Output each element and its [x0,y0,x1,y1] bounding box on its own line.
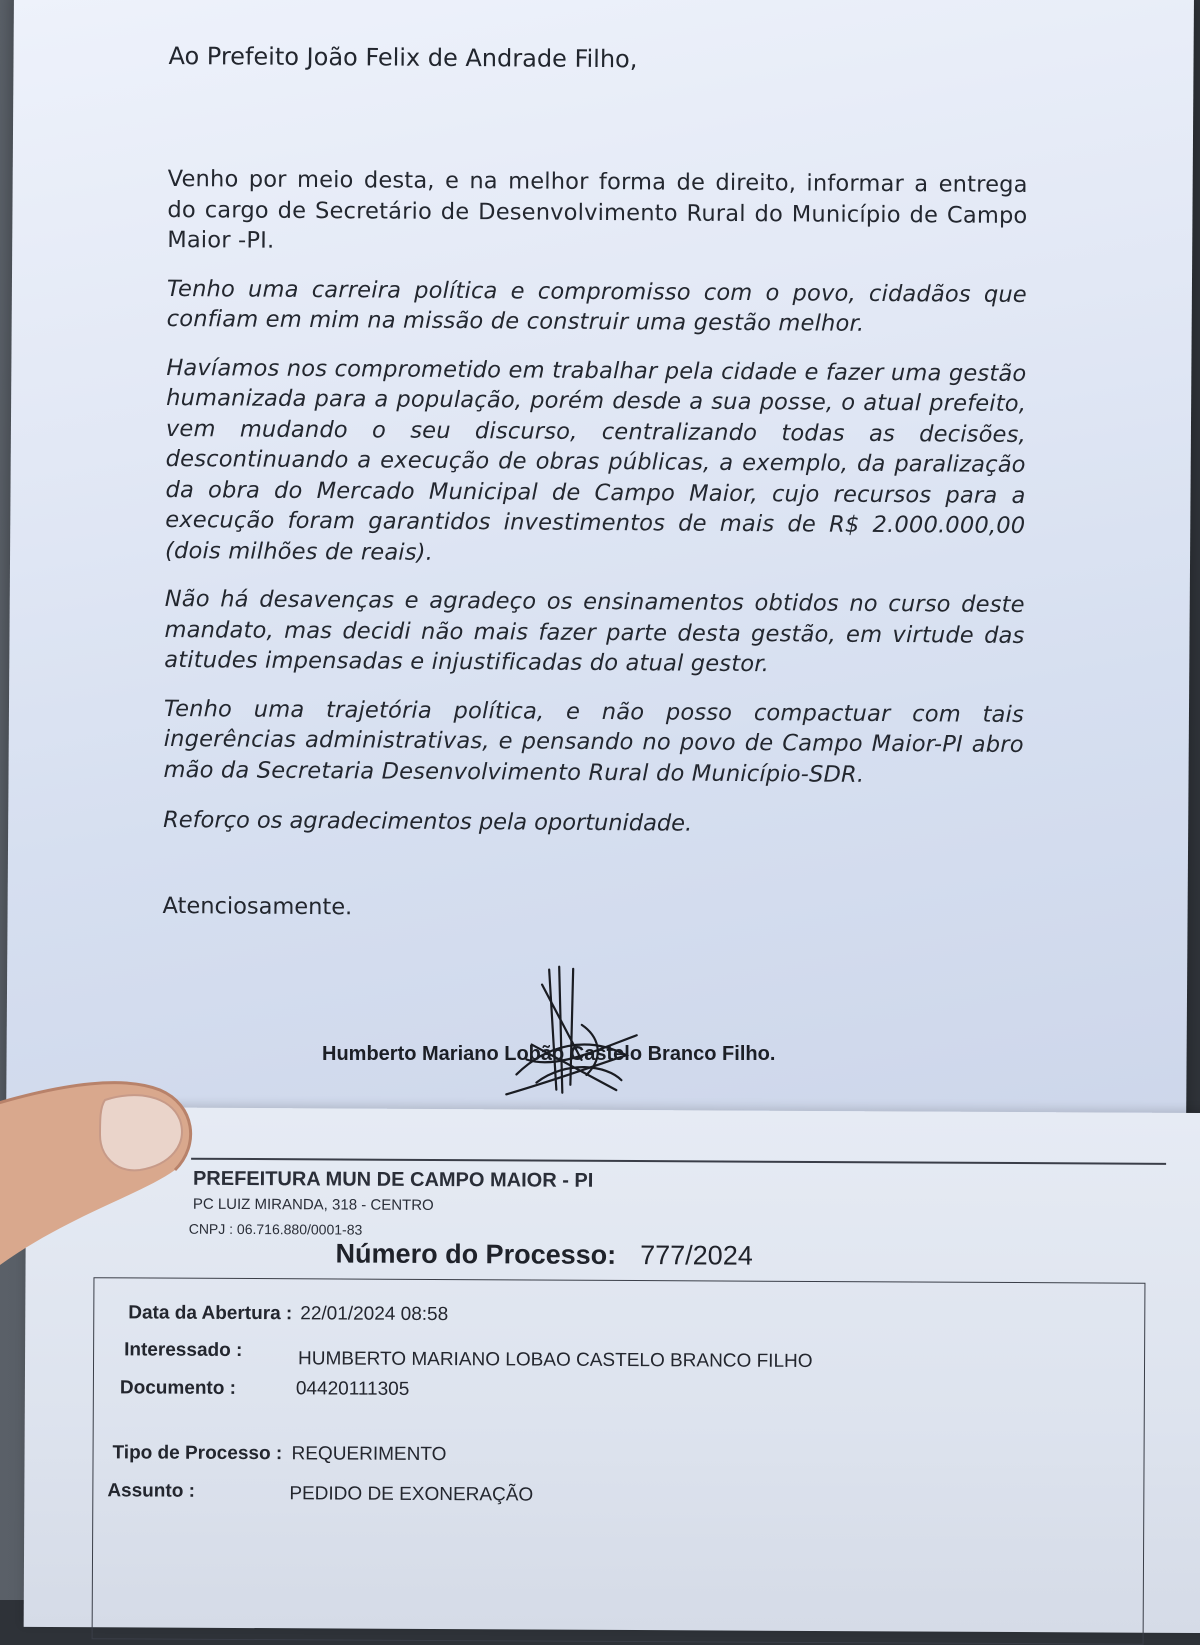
handwritten-signature [486,964,667,1105]
letter-paragraph-3: Havíamos nos comprometido em trabalhar pela cidade e fazer uma gestão humanizada para a população, porém desde a sua posse, o atual prefeito, vem mudando o seu discurso, centralizando todas as decisões, descontinuando a execução de obras públicas, a exemplo, da paralização da obra do Mercado Municipal de Campo Maior, cujo recursos para a execução foram garantidos investimentos de mais de R$ 2.000.000,00 (dois milhões de reais). [165,354,1027,566]
receipt-organization: PREFEITURA MUN DE CAMPO MAIOR - PI [192,1167,594,1192]
opening-date-value: 22/01/2024 08:58 [300,1303,449,1326]
letter-paragraph-5: Tenho uma trajetória política, e não posso compactuar com tais ingerências administrativas, e pensando no povo de Campo Maior-PI abro mão da Secretaria Desenvolvimento Rural do Município-SDR. [163,695,1025,788]
letter-paragraph-2: Tenho uma carreira política e compromisso com o povo, cidadãos que confiam em mim na missão de construir uma gestão melhor. [166,275,1027,337]
letter-body [162,42,1029,985]
letter-closing: Atenciosamente. [162,892,353,921]
letter-thanks: Reforço os agradecimentos pela oportunidade. [163,806,693,837]
process-type-label: Tipo de Processo : [112,1442,283,1465]
header-rule [191,1158,1166,1165]
opening-date-label: Data da Abertura : [128,1302,293,1325]
letter-greeting: Ao Prefeito João Felix de Andrade Filho, [168,41,638,74]
holding-thumb [0,1075,220,1305]
document-label: Documento : [119,1377,237,1399]
process-type-value: REQUERIMENTO [291,1443,447,1466]
process-number-label: Número do Processo: [335,1238,617,1270]
receipt-address: PC LUIZ MIRANDA, 318 - CENTRO [192,1195,434,1214]
document-value: 04420111305 [295,1378,410,1400]
signatory-name: Humberto Mariano Lobão Castelo Branco Filho. [322,1043,776,1065]
subject-value: PEDIDO DE EXONERAÇÃO [289,1483,534,1506]
letter-paragraph-4: Não há desavenças e agradeço os ensinamentos obtidos no curso deste mandato, mas decidi não mais fazer parte desta gestão, em virtude das atitudes impensadas e injustificadas do atual gestor. [164,585,1025,678]
subject-label: Assunto : [107,1480,196,1502]
receipt-cnpj: CNPJ : 06.716.880/0001-83 [188,1220,363,1238]
interested-value: HUMBERTO MARIANO LOBAO CASTELO BRANCO FILHO [297,1348,813,1372]
process-number-line [336,1238,753,1271]
letter-paragraph-1: Venho por meio desta, e na melhor forma de direito, informar a entrega do cargo de Secretário de Desenvolvimento Rural do Município de Campo Maior -PI. [167,165,1028,254]
resignation-letter [6,0,1194,1144]
interested-label: Interessado : [124,1339,243,1361]
process-number-value: 777/2024 [640,1240,753,1271]
